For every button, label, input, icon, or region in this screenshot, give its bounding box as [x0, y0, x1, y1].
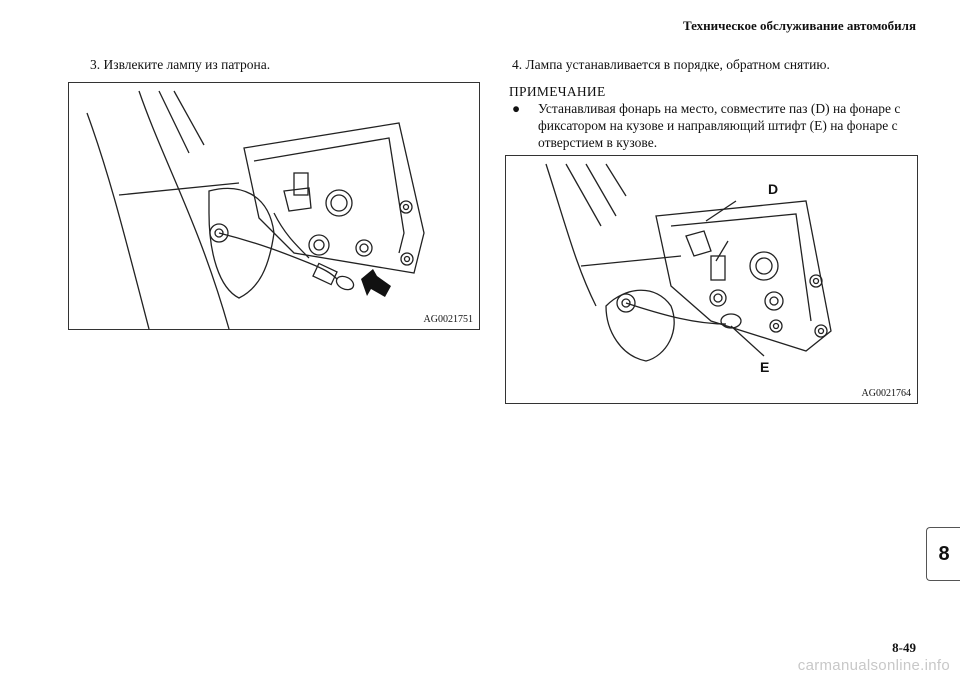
page-number: 8-49	[892, 640, 916, 655]
removal-arrow-icon	[361, 269, 391, 297]
label-e: E	[760, 359, 770, 375]
page-header-title: Техническое обслуживание автомобиля	[682, 18, 916, 33]
watermark: carmanualsonline.info	[797, 657, 950, 674]
figure-code: AG0021764	[861, 388, 911, 399]
figure-lamp-installation	[505, 155, 918, 404]
tail-lamp-removal-illustration	[69, 83, 479, 329]
figure-bulb-removal	[68, 82, 480, 330]
note-text: Устанавливая фонарь на место, совместите паз (D) на фонаре с фиксатором на кузове и направляющий штифт (E) на фонаре с отверстием в кузове.	[538, 101, 901, 150]
bullet-icon: ●	[512, 101, 521, 116]
note-heading: ПРИМЕЧАНИЕ	[509, 84, 606, 99]
step-3-text: 3. Извлеките лампу из патрона.	[90, 57, 271, 72]
label-d: D	[768, 181, 779, 197]
figure-code: AG0021751	[423, 314, 473, 325]
note-body	[512, 100, 922, 151]
section-tab: 8	[926, 527, 960, 581]
step-4-text: 4. Лампа устанавливается в порядке, обратном снятию.	[512, 57, 830, 72]
tail-lamp-installation-illustration	[506, 156, 917, 403]
